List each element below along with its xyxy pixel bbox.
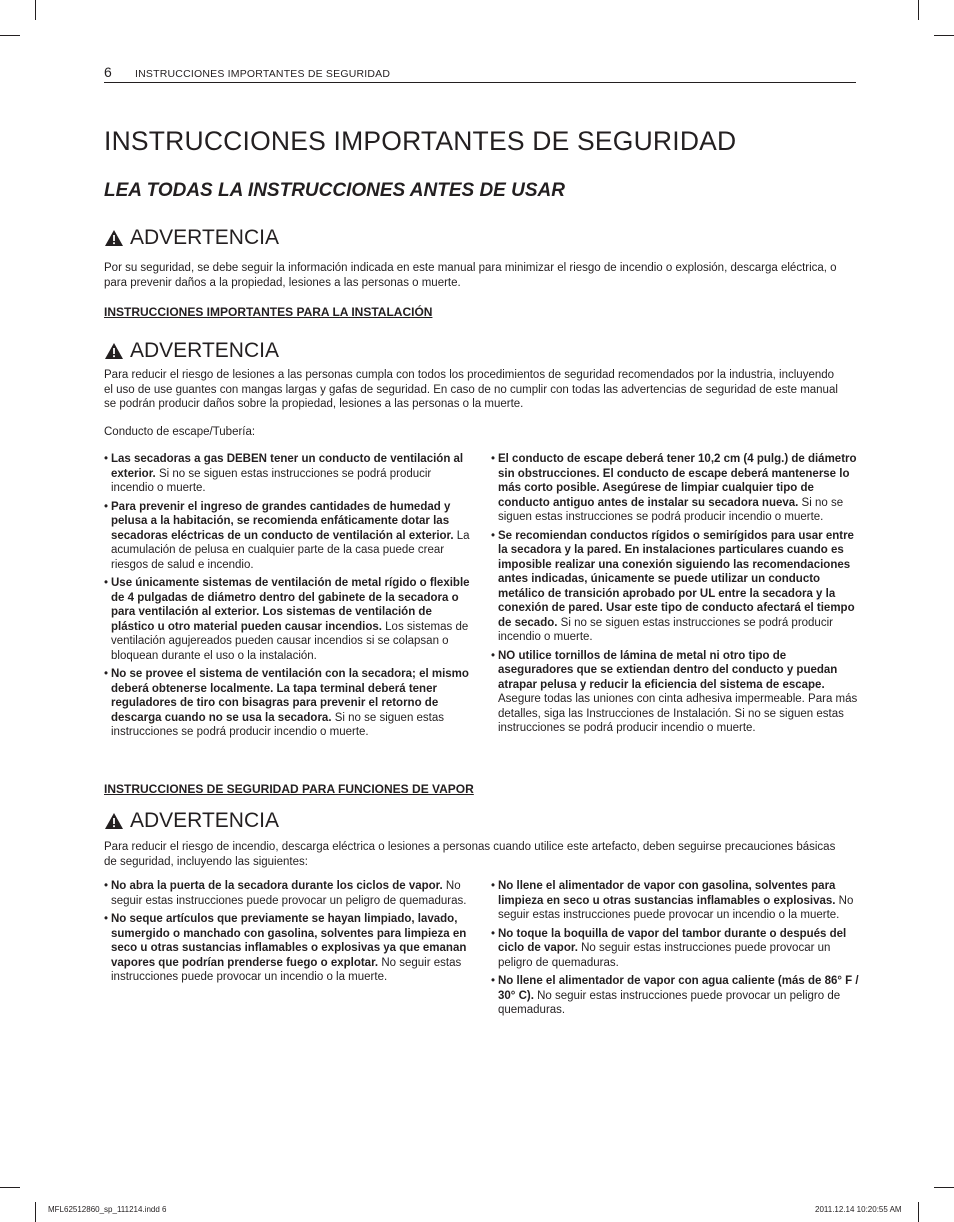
list-item-text: No seguir estas instrucciones puede provocar un peligro de quemaduras.	[111, 880, 467, 907]
crop-mark	[0, 35, 20, 36]
list-item-text: Asegure todas las uniones con cinta adhesiva impermeable. Para más detalles, siga las Instrucciones de Instalación. Si no se siguen estas instrucciones se podrá producir incendio o muerte.	[498, 693, 858, 734]
list-item	[104, 667, 472, 740]
list-item	[491, 879, 859, 923]
list-item-text: Si no se siguen estas instrucciones se podrá producir incendio o muerte.	[498, 616, 833, 643]
warning-heading	[104, 226, 279, 250]
list-item-bold: NO utilice tornillos de lámina de metal ni otro tipo de aseguradores que se extiendan dentro del conducto y puedan atrapar pelusa y reducir la eficiencia del sistema de escape.	[498, 649, 838, 691]
page-title: INSTRUCCIONES IMPORTANTES DE SEGURIDAD	[104, 126, 737, 156]
list-item-text: Si no se siguen estas instrucciones se podrá producir incendio o muerte.	[498, 496, 844, 523]
list-item-text: No seguir estas instrucciones puede provocar un incendio o la muerte.	[111, 956, 462, 983]
list-item	[104, 912, 472, 985]
list-item-text: Los sistemas de ventilación agujereados pueden causar incendios si se colapsan o bloquean durante el uso o la instalación.	[111, 620, 469, 662]
warning-triangle-icon	[104, 229, 124, 247]
crop-mark	[934, 1187, 954, 1188]
list-item-bold: No abra la puerta de la secadora durante los ciclos de vapor.	[111, 880, 443, 892]
warning-label: ADVERTENCIA	[130, 339, 279, 362]
installation-right-column	[491, 452, 859, 740]
page-subtitle: LEA TODAS LA INSTRUCCIONES ANTES DE USAR	[104, 180, 565, 201]
section-heading: INSTRUCCIONES IMPORTANTES PARA LA INSTALACIÓN	[104, 305, 433, 319]
list-item-text: No seguir estas instrucciones puede provocar un peligro de quemaduras.	[498, 989, 841, 1016]
footer-timestamp: 2011.12.14 10:20:55 AM	[815, 1205, 902, 1214]
list-item-text: No seguir estas instrucciones puede provocar un peligro de quemaduras.	[498, 942, 831, 969]
list-item-text: Si no se siguen estas instrucciones se podrá producir incendio o muerte.	[111, 467, 432, 494]
warning-triangle-icon	[104, 342, 124, 360]
running-header: INSTRUCCIONES IMPORTANTES DE SEGURIDAD	[135, 68, 391, 80]
warning-triangle-icon	[104, 812, 124, 830]
warning-label: ADVERTENCIA	[130, 809, 279, 832]
duct-label: Conducto de escape/Tubería:	[104, 426, 256, 438]
page-number: 6	[104, 64, 112, 80]
list-item	[104, 576, 472, 663]
steam-right-column	[491, 879, 859, 1022]
list-item-text: Si no se siguen estas instrucciones se podrá producir incendio o muerte.	[111, 711, 445, 738]
crop-mark	[934, 35, 954, 36]
steam-left-column	[104, 879, 472, 989]
list-item-text: No seguir estas instrucciones puede provocar un incendio o la muerte.	[498, 894, 854, 921]
list-item-bold: No llene el alimentador de vapor con agua caliente (más de 86° F / 30° C).	[498, 975, 859, 1002]
crop-mark	[918, 1202, 919, 1222]
installation-left-column	[104, 452, 472, 744]
list-item-bold: No se provee el sistema de ventilación con la secadora; el mismo deberá obtenerse localmente. La tapa terminal deberá tener reguladores de tiro con bisagras para prevenir el retorno de descarga cuando no se usa la secadora.	[111, 668, 469, 724]
list-item-bold: Se recomiendan conductos rígidos o semirígidos para usar entre la secadora y la pared. En instalaciones particulares cuando es imposible realizar una conexión siguiendo las recomendaciones antes indicadas, únicamente se puede utilizar un conducto metálico de transición aprobado por UL entre la secadora y la conexión de pared. Usar este tipo de conducto afectará el tiempo de secado.	[498, 529, 855, 629]
list-item	[104, 452, 472, 496]
list-item	[491, 974, 859, 1018]
crop-mark	[0, 1187, 20, 1188]
list-item-bold: Use únicamente sistemas de ventilación de metal rígido o flexible de 4 pulgadas de diámetro dentro del gabinete de la secadora o para ventilación al exterior. Los sistemas de ventilación de plástico u otro material pueden causar incendios.	[111, 577, 470, 633]
crop-mark	[35, 0, 36, 20]
footer-file: MFL62512860_sp_111214.indd 6	[48, 1205, 167, 1214]
list-item-bold: Para prevenir el ingreso de grandes cantidades de humedad y pelusa a la habitación, se recomienda enfáticamente dotar las secadoras eléctricas de un conducto de ventilación al exterior.	[111, 500, 454, 542]
warning-label: ADVERTENCIA	[130, 226, 279, 249]
list-item-text: La acumulación de pelusa en cualquier parte de la casa puede crear riesgos de salud e incendio.	[111, 529, 470, 571]
list-item	[104, 500, 472, 573]
steam-intro: Para reducir el riesgo de incendio, descarga eléctrica o lesiones a personas cuando utilice este artefacto, deben seguirse precauciones básicas de seguridad, incluyendo las siguientes:	[104, 841, 836, 868]
list-item-bold: No llene el alimentador de vapor con gasolina, solventes para limpieza en seco u otras sustancias inflamables o explosivas.	[498, 880, 836, 907]
list-item-bold: Las secadoras a gas DEBEN tener un conducto de ventilación al exterior.	[111, 453, 464, 480]
crop-mark	[918, 0, 919, 20]
list-item	[491, 927, 859, 971]
list-item	[104, 879, 472, 908]
list-item	[491, 649, 859, 736]
warning-heading	[104, 339, 279, 363]
list-item	[491, 529, 859, 645]
section-heading: INSTRUCCIONES DE SEGURIDAD PARA FUNCIONES DE VAPOR	[104, 782, 474, 796]
installation-intro: Para reducir el riesgo de lesiones a las personas cumpla con todos los procedimientos de seguridad recomendados por la industria, incluyendo el uso de use guantes con mangas largas y gafas de seguridad. En caso de no cumplir con todas las advertencias de seguridad de este manual se podrán producir daños sobre la propiedad, lesiones a las personas o la muerte.	[104, 369, 838, 410]
list-item	[491, 452, 859, 525]
warning-heading	[104, 809, 279, 833]
list-item-bold: El conducto de escape deberá tener 10,2 cm (4 pulg.) de diámetro sin obstrucciones. El conducto de escape deberá mantenerse lo más corto posible. Asegúrese de limpiar cualquier tipo de conducto antiguo antes de instalar su secadora nueva.	[498, 453, 857, 509]
warning-text: Por su seguridad, se debe seguir la información indicada en este manual para minimizar el riesgo de incendio o explosión, descarga eléctrica, o para prevenir daños a la propiedad, lesiones a las personas o muerte.	[104, 262, 837, 289]
crop-mark	[35, 1202, 36, 1222]
list-item-bold: No seque artículos que previamente se hayan limpiado, lavado, sumergido o manchado con gasolina, solventes para limpieza en seco u otras sustancias inflamables o explosivas ya que emanan vapores que podrían prenderse fuego o explotar.	[111, 913, 467, 969]
header-divider	[104, 82, 856, 83]
list-item-bold: No toque la boquilla de vapor del tambor durante o después del ciclo de vapor.	[498, 927, 847, 954]
